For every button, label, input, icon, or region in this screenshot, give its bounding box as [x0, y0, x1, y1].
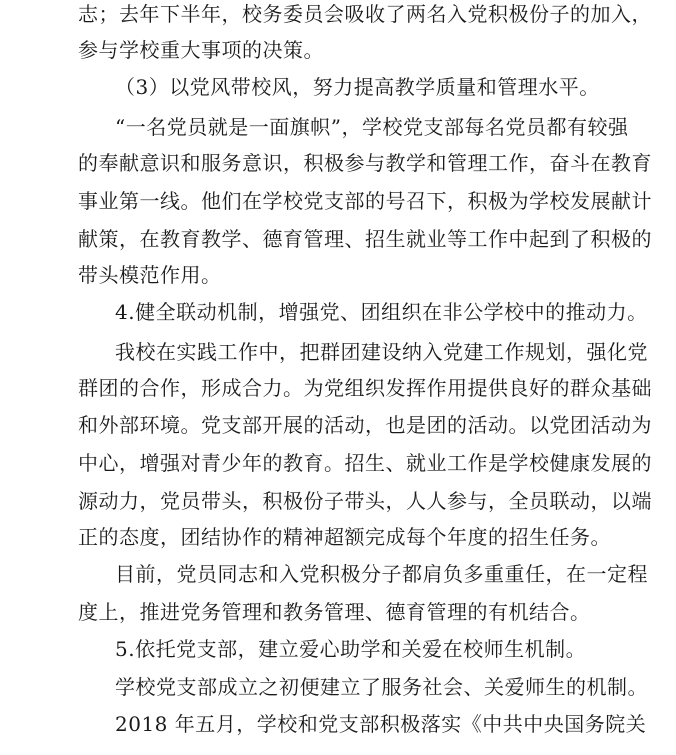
paragraph-line: 源动力，党员带头，积极份子带头，人人参与，全员联动，以端: [78, 489, 652, 513]
paragraph-line: 目前，党员同志和入党积极分子都肩负多重重任，在一定程: [115, 562, 648, 586]
paragraph-line: 群团的合作，形成合力。为党组织发挥作用提供良好的群众基础: [78, 376, 652, 400]
section-heading: 4.健全联动机制，增强党、团组织在非公学校中的推动力。: [115, 300, 648, 324]
paragraph-line: 我校在实践工作中，把群团建设纳入党建工作规划，强化党: [115, 340, 648, 364]
paragraph-line: 献策，在教育教学、德育管理、招生就业等工作中起到了积极的: [78, 227, 652, 251]
section-heading: 5.依托党支部，建立爱心助学和关爱在校师生机制。: [115, 637, 587, 661]
paragraph-line: 带头模范作用。: [78, 263, 222, 287]
paragraph-line: 的奉献意识和服务意识，积极参与教学和管理工作，奋斗在教育: [78, 151, 652, 175]
paragraph-line: “一名党员就是一面旗帜”，学校党支部每名党员都有较强: [115, 115, 629, 139]
section-heading: （3）以党风带校风，努力提高教学质量和管理水平。: [115, 75, 600, 99]
paragraph-line: 参与学校重大事项的决策。: [78, 38, 324, 62]
paragraph-line: 和外部环境。党支部开展的活动，也是团的活动。以党团活动为: [78, 413, 652, 437]
paragraph-line: 学校党支部成立之初便建立了服务社会、关爱师生的机制。: [115, 675, 648, 699]
paragraph-line: 志；去年下半年，校务委员会吸收了两名入党积极份子的加入，: [78, 2, 652, 26]
document-page: [78, 0, 652, 755]
paragraph-line: 度上，推进党务管理和教务管理、德育管理的有机结合。: [78, 600, 591, 624]
paragraph-line: 正的态度，团结协作的精神超额完成每个年度的招生任务。: [78, 525, 611, 549]
paragraph-line: 2018 年五月，学校和党支部积极落实《中共中央国务院关: [115, 712, 647, 736]
paragraph-line: 事业第一线。他们在学校党支部的号召下，积极为学校发展献计: [78, 189, 652, 213]
paragraph-line: 中心，增强对青少年的教育。招生、就业工作是学校健康发展的: [78, 451, 652, 475]
